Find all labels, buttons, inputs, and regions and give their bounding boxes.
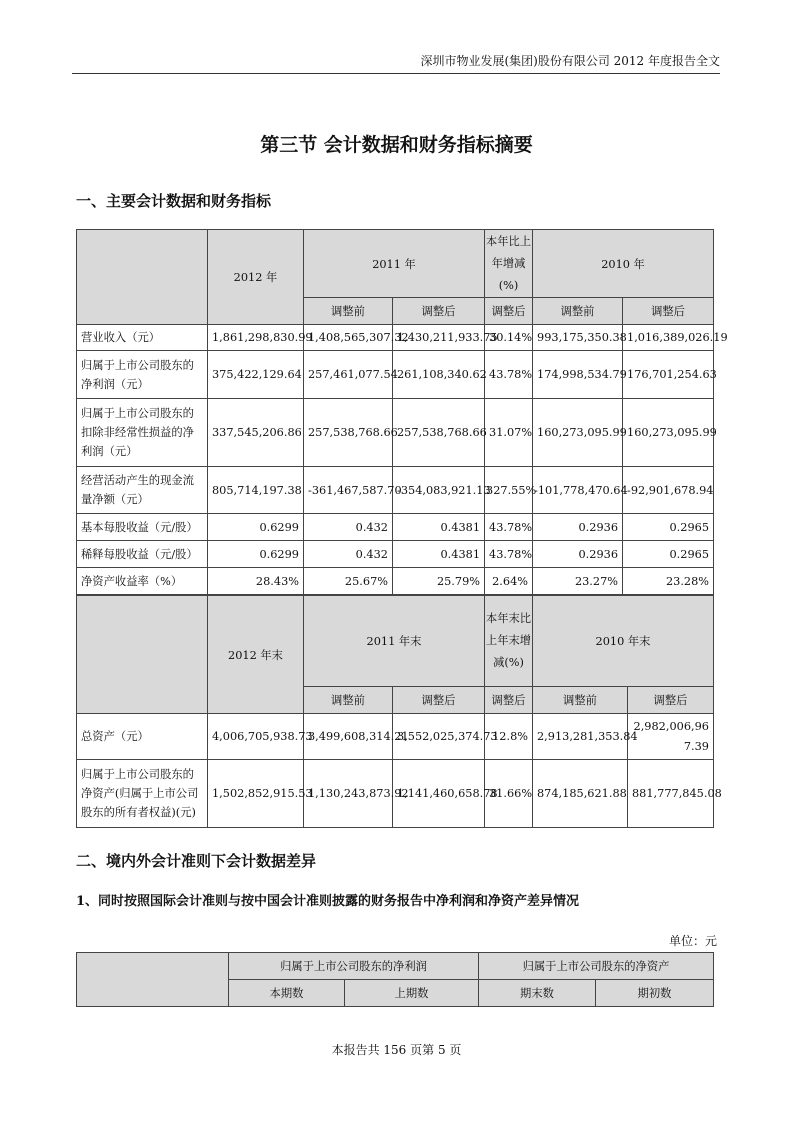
- cell-value: 257,538,768.66: [393, 399, 485, 467]
- col-2012: 2012 年: [208, 230, 304, 325]
- cell-value: 25.79%: [393, 568, 485, 595]
- cell-value: 1,861,298,830.99: [208, 325, 304, 351]
- cell-value: -361,467,587.70: [304, 467, 393, 514]
- page-header: 深圳市物业发展(集团)股份有限公司 2012 年度报告全文: [72, 52, 720, 74]
- unit-label: 单位：元: [668, 934, 717, 948]
- cell-value: 2,913,281,353.84: [533, 714, 628, 760]
- cell-value: 1,502,852,915.53: [208, 760, 304, 828]
- cell-value: 874,185,621.88: [533, 760, 628, 828]
- cell-value: 257,538,768.66: [304, 399, 393, 467]
- cell-value: 3,552,025,374.73: [393, 714, 485, 760]
- table-row: [77, 760, 714, 828]
- heading-main-data: 一、主要会计数据和财务指标: [76, 192, 272, 210]
- heading-gaap-difference: 二、境内外会计准则下会计数据差异: [76, 852, 317, 870]
- table-row: [77, 325, 714, 351]
- cell-value: 1,016,389,026.19: [623, 325, 714, 351]
- cell-value: 25.67%: [304, 568, 393, 595]
- cell-value: -354,083,921.13: [393, 467, 485, 514]
- page-footer: 本报告共 156 页第 5 页: [331, 1043, 462, 1057]
- cell-value: 23.27%: [533, 568, 623, 595]
- table-row: [77, 351, 714, 399]
- col-net-assets: 归属于上市公司股东的净资产: [479, 953, 714, 980]
- cell-value: 31.07%: [485, 399, 533, 467]
- cell-value: 0.6299: [208, 541, 304, 568]
- cell-value: 0.2936: [533, 541, 623, 568]
- col-2011-end: 2011 年末: [304, 596, 485, 687]
- row-label: 归属于上市公司股东的净利润（元）: [77, 351, 208, 399]
- cell-value: 993,175,350.38: [533, 325, 623, 351]
- cell-value: 1,130,243,873.92: [304, 760, 393, 828]
- col-2010: 2010 年: [533, 230, 714, 298]
- cell-value: 174,998,534.79: [533, 351, 623, 399]
- cell-value: 3,499,608,314.21: [304, 714, 393, 760]
- cell-value: -92,901,678.94: [623, 467, 714, 514]
- cell-value: 28.43%: [208, 568, 304, 595]
- table-row: [77, 467, 714, 514]
- col-previous: 上期数: [345, 980, 479, 1007]
- cell-value: 337,545,206.86: [208, 399, 304, 467]
- col-2011-before: 调整前: [304, 298, 393, 325]
- corner-cell: [77, 230, 208, 325]
- table-row: [77, 514, 714, 541]
- gaap-difference-table: [76, 952, 714, 1007]
- heading-ifrs-difference: 1、同时按照国际会计准则与按中国会计准则披露的财务报告中净利润和净资产差异情况: [76, 894, 580, 909]
- col-2011-before: 调整前: [304, 687, 393, 714]
- table-row: [77, 399, 714, 467]
- row-label: 归属于上市公司股东的扣除非经常性损益的净利润（元）: [77, 399, 208, 467]
- cell-value: 43.78%: [485, 541, 533, 568]
- cell-value: 176,701,254.63: [623, 351, 714, 399]
- col-2011: 2011 年: [304, 230, 485, 298]
- col-2010-after: 调整后: [628, 687, 714, 714]
- cell-value: 2,982,006,967.39: [628, 714, 714, 760]
- cell-value: 31.66%: [485, 760, 533, 828]
- col-end: 期末数: [479, 980, 596, 1007]
- row-label: 归属于上市公司股东的净资产(归属于上市公司股东的所有者权益)(元): [77, 760, 208, 828]
- cell-value: 805,714,197.38: [208, 467, 304, 514]
- cell-value: -101,778,470.64: [533, 467, 623, 514]
- col-begin: 期初数: [596, 980, 714, 1007]
- cell-value: 1,408,565,307.32: [304, 325, 393, 351]
- cell-value: 12.8%: [485, 714, 533, 760]
- cell-value: 1,430,211,933.75: [393, 325, 485, 351]
- cell-value: 1,141,460,658.78: [393, 760, 485, 828]
- cell-value: 23.28%: [623, 568, 714, 595]
- row-label: 营业收入（元）: [77, 325, 208, 351]
- cell-value: 0.432: [304, 514, 393, 541]
- row-label: 总资产（元）: [77, 714, 208, 760]
- section-title: 第三节 会计数据和财务指标摘要: [260, 134, 533, 156]
- col-2011-after: 调整后: [393, 687, 485, 714]
- corner-cell: [77, 596, 208, 714]
- col-current: 本期数: [229, 980, 345, 1007]
- cell-value: 0.6299: [208, 514, 304, 541]
- row-label: 净资产收益率（%）: [77, 568, 208, 595]
- cell-value: 0.2936: [533, 514, 623, 541]
- cell-value: 160,273,095.99: [623, 399, 714, 467]
- col-change-after: 调整后: [485, 298, 533, 325]
- col-change: 本年比上年增减(%): [485, 230, 533, 298]
- cell-value: 0.2965: [623, 514, 714, 541]
- col-2010-before: 调整前: [533, 298, 623, 325]
- table-row: [77, 541, 714, 568]
- row-label: 稀释每股收益（元/股）: [77, 541, 208, 568]
- row-label: 经营活动产生的现金流量净额（元）: [77, 467, 208, 514]
- cell-value: 43.78%: [485, 351, 533, 399]
- cell-value: 327.55%: [485, 467, 533, 514]
- cell-value: 4,006,705,938.73: [208, 714, 304, 760]
- table-row: [77, 568, 714, 595]
- col-change-end: 本年末比上年末增减(%): [485, 596, 533, 687]
- col-2010-before: 调整前: [533, 687, 628, 714]
- col-2011-after: 调整后: [393, 298, 485, 325]
- cell-value: 375,422,129.64: [208, 351, 304, 399]
- financial-data-table: [76, 229, 728, 595]
- col-2010-after: 调整后: [623, 298, 714, 325]
- table-row: [77, 714, 714, 760]
- cell-value: 0.4381: [393, 514, 485, 541]
- cell-value: 0.4381: [393, 541, 485, 568]
- cell-value: 160,273,095.99: [533, 399, 623, 467]
- col-2012-end: 2012 年末: [208, 596, 304, 714]
- cell-value: 2.64%: [485, 568, 533, 595]
- col-2010-end: 2010 年末: [533, 596, 714, 687]
- cell-value: 43.78%: [485, 514, 533, 541]
- asset-data-table: [76, 595, 722, 828]
- col-change-after: 调整后: [485, 687, 533, 714]
- cell-value: 0.2965: [623, 541, 714, 568]
- corner-cell: [77, 953, 229, 1007]
- col-net-profit: 归属于上市公司股东的净利润: [229, 953, 479, 980]
- cell-value: 30.14%: [485, 325, 533, 351]
- cell-value: 257,461,077.54: [304, 351, 393, 399]
- row-label: 基本每股收益（元/股）: [77, 514, 208, 541]
- cell-value: 0.432: [304, 541, 393, 568]
- cell-value: 881,777,845.08: [628, 760, 714, 828]
- cell-value: 261,108,340.62: [393, 351, 485, 399]
